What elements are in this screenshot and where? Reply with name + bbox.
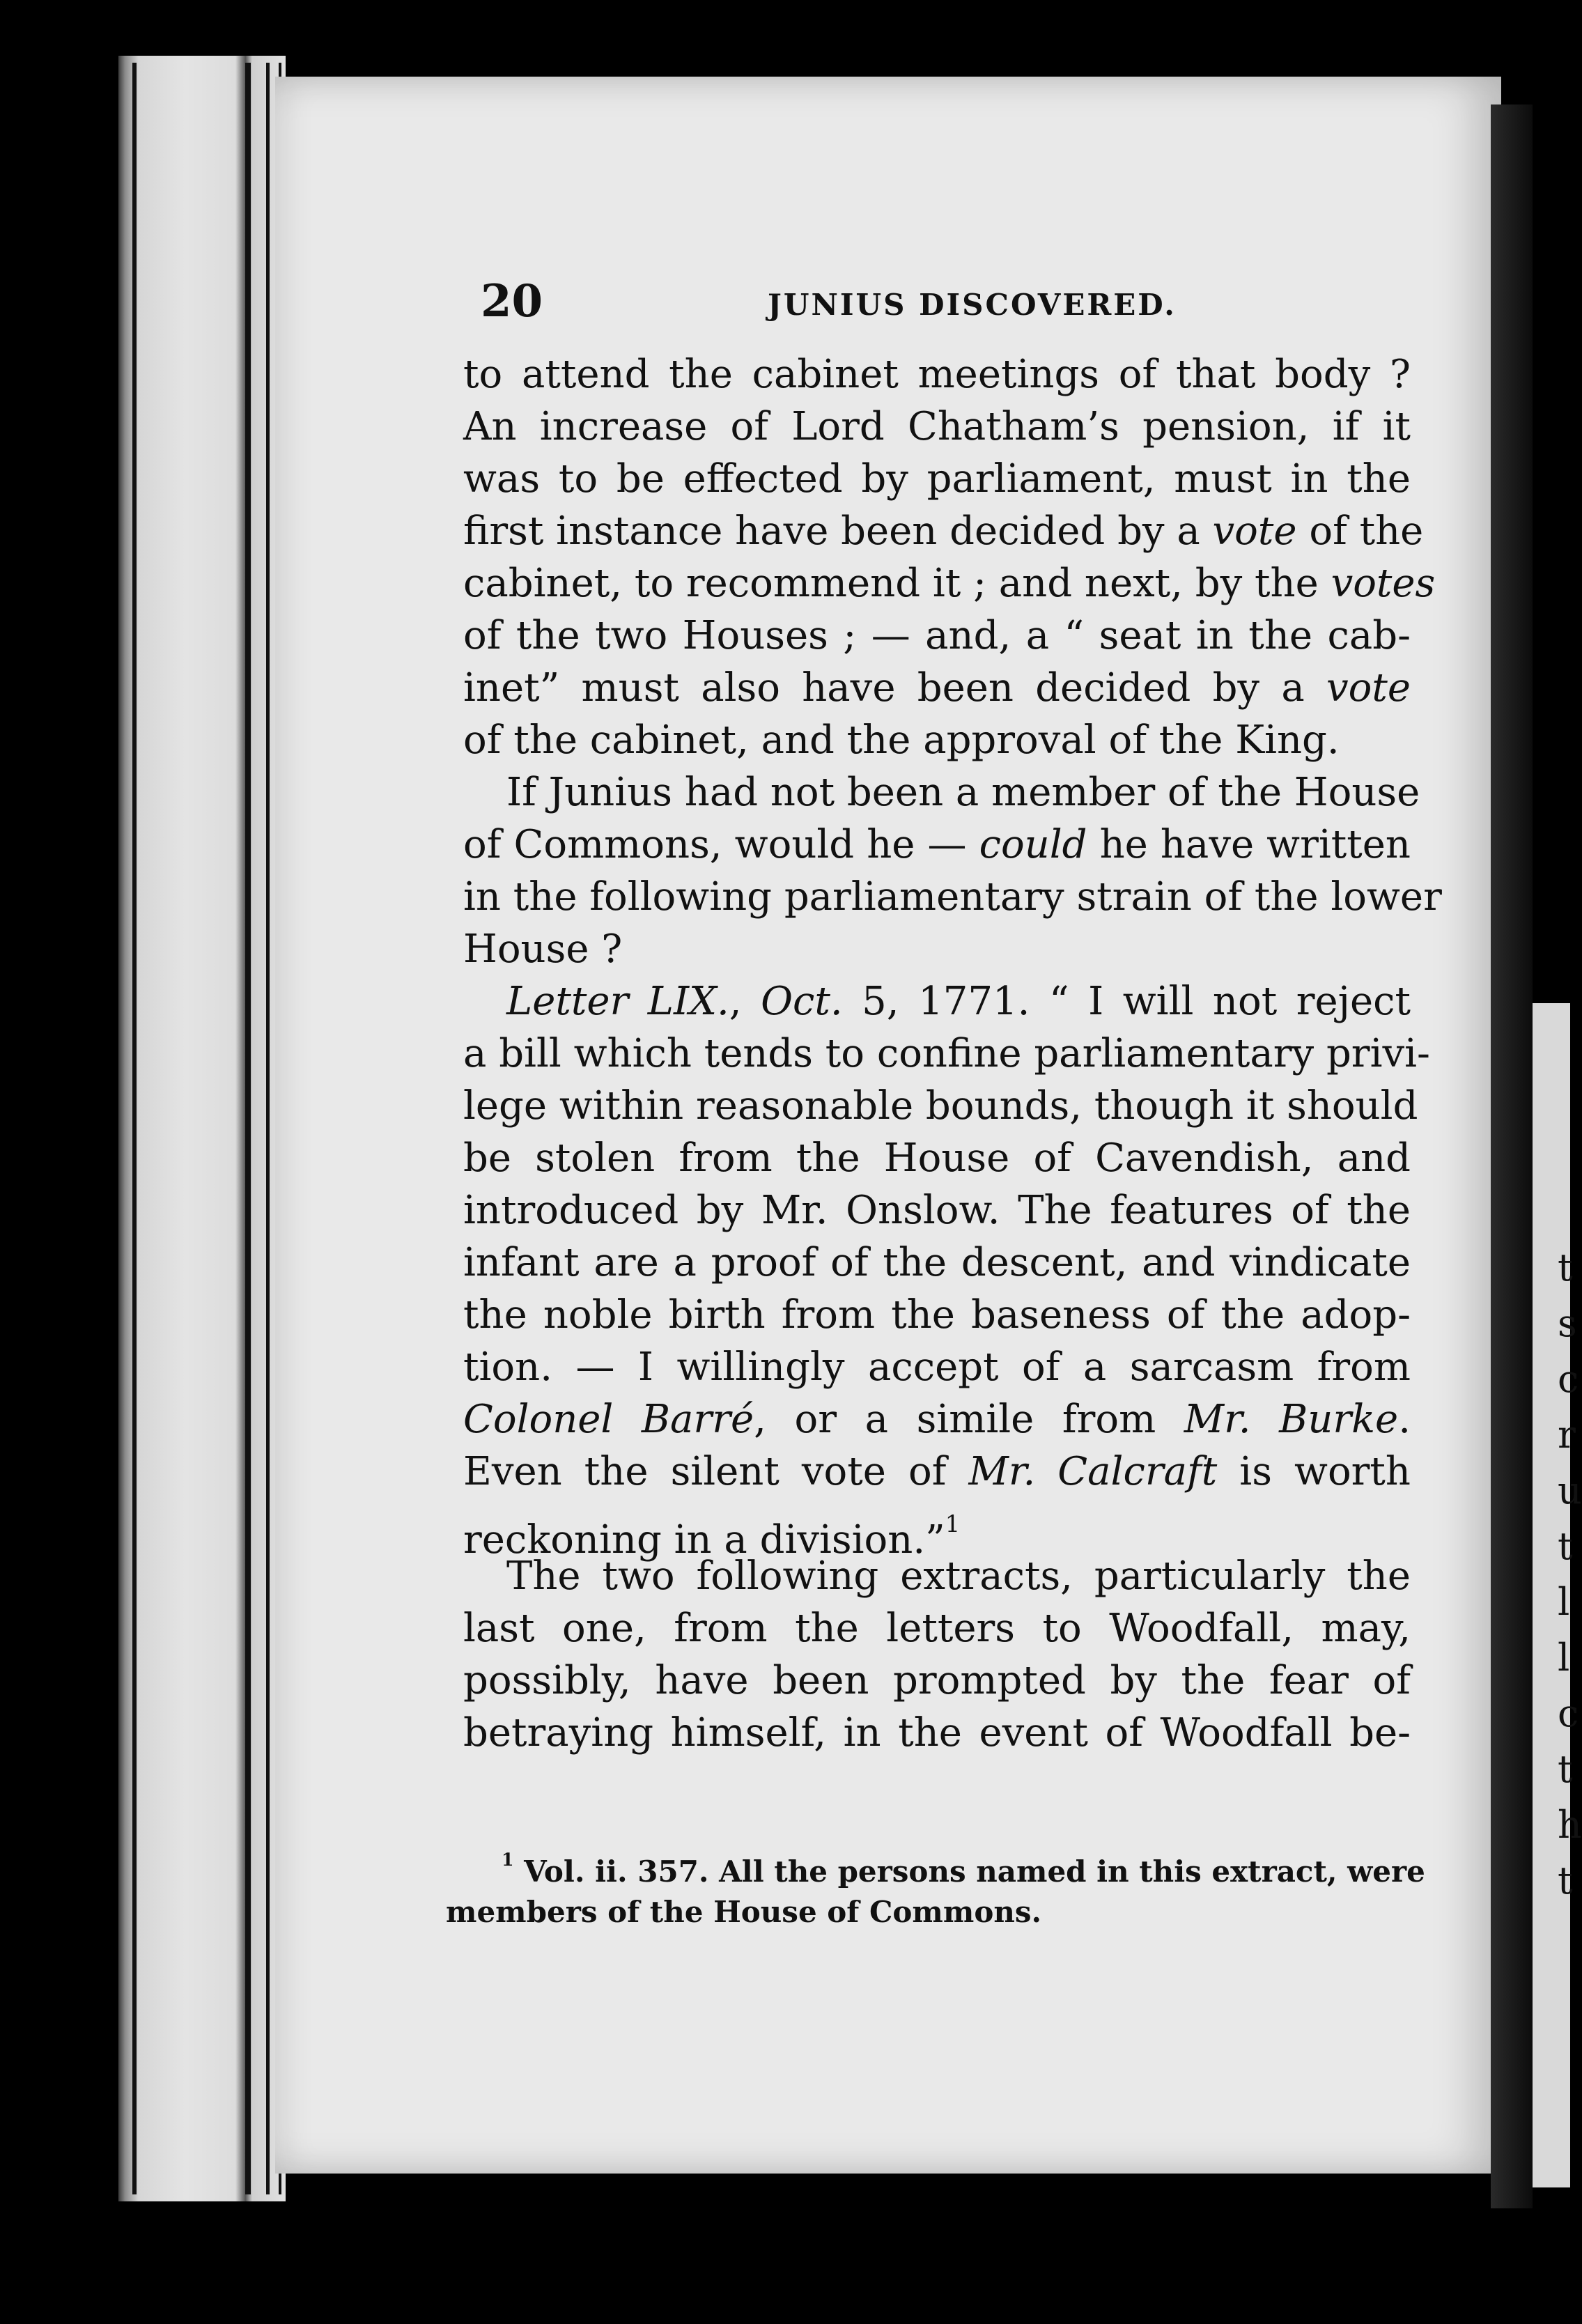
italic-text: Oct. [761,979,843,1024]
running-title: JUNIUS DISCOVERED. [768,288,1177,322]
text-line [463,819,1411,871]
text-segment: the noble birth from the baseness of the adop- [463,1292,1411,1338]
text-segment: House ? [463,927,623,972]
text-line [463,871,1442,923]
text-line [463,1080,1418,1132]
text-segment: If Junius had not been a member of the House [506,770,1420,815]
text-line [463,505,1424,557]
italic-text: Letter LIX. [506,979,729,1024]
italic-text: vote [1212,509,1297,554]
italic-text: votes [1331,561,1436,606]
text-line [463,1237,1411,1289]
footnote-text: Vol. ii. 357. All the persons named in this extract, were [524,1854,1425,1889]
binding-rule [266,63,270,2194]
text-line [463,1602,1411,1655]
text-line [463,1550,1411,1602]
page-gutter-shadow [1491,104,1533,2208]
footnote-reference: 1 [945,1510,961,1537]
text-line [463,975,1411,1028]
binding-rule [245,63,251,2194]
footnote [446,1839,1425,1932]
text-line [463,1341,1411,1393]
text-segment: infant are a proof of the descent, and vindicate [463,1240,1411,1285]
text-segment: of the two Houses ; — and, a “ seat in the cab- [463,613,1411,658]
italic-text: vote [1326,665,1411,711]
text-segment: betraying himself, in the event of Woodfall be- [463,1710,1411,1756]
text-segment: Even the silent vote of [463,1449,969,1494]
text-segment: be stolen from the House of Cavendish, and [463,1136,1411,1181]
text-line [463,610,1411,662]
text-line [463,714,1411,766]
text-segment: to attend the cabinet meetings of that body ? [463,352,1411,397]
text-segment: 5, 1771. “ I will not reject [842,979,1411,1024]
footnote-line: members of the House of Commons. [446,1895,1042,1930]
text-line [463,453,1411,505]
text-line [463,1132,1411,1184]
binding-rule [132,63,137,2194]
body-text [463,348,1442,1759]
text-segment: lege within reasonable bounds, though it should [463,1083,1418,1129]
page-number: 20 [481,275,543,327]
text-segment: inet” must also have been decided by a [463,665,1326,711]
text-segment: cabinet, to recommend it ; and next, by the [463,561,1331,606]
text-segment: , [729,979,761,1024]
text-line [463,348,1411,401]
text-segment: . [1398,1397,1411,1442]
text-segment: reckoning in a division.” [463,1517,945,1563]
text-line [463,401,1411,453]
italic-text: could [979,822,1087,867]
text-segment: of the [1296,509,1424,554]
text-segment: , or a simile from [754,1397,1184,1442]
italic-text: Mr. Burke [1184,1397,1399,1442]
text-line [463,1289,1411,1341]
text-segment: first instance have been decided by a [463,509,1213,554]
text-line [463,1498,1411,1563]
text-line [463,1655,1411,1707]
text-segment: in the following parliamentary strain of the lower [463,874,1442,920]
text-line [463,557,1436,610]
running-head [481,275,1428,338]
text-line [463,1446,1411,1498]
italic-text: Colonel Barré [463,1397,754,1442]
text-segment: An increase of Lord Chatham’s pension, if it [463,404,1411,449]
footnote-line [446,1839,1425,1892]
text-segment: last one, from the letters to Woodfall, may, [463,1606,1411,1651]
text-line [463,1393,1411,1446]
text-line [463,1707,1411,1759]
text-line [463,1184,1411,1237]
text-line [463,662,1411,714]
text-segment: tion. — I willingly accept of a sarcasm from [463,1345,1411,1390]
adjacent-page-letters: t s c r u t l l c t h t [1558,1246,1582,1903]
text-segment: was to be effected by parliament, must in the [463,456,1411,502]
text-segment: of Commons, would he — [463,822,979,867]
text-segment: of the cabinet, and the approval of the King. [463,718,1340,763]
italic-text: Mr. Calcraft [968,1449,1218,1494]
text-segment: possibly, have been prompted by the fear of [463,1658,1411,1703]
text-line [463,1028,1430,1080]
footnote-marker: 1 [502,1849,514,1870]
text-line [463,923,1411,975]
text-segment: a bill which tends to confine parliamentary privi- [463,1031,1430,1076]
text-line [463,766,1420,819]
text-segment: he have written [1087,822,1411,867]
text-segment: The two following extracts, particularly the [506,1554,1411,1599]
text-segment: introduced by Mr. Onslow. The features of the [463,1188,1411,1233]
text-segment: is worth [1217,1449,1411,1494]
book-binding-edge [118,56,286,2201]
